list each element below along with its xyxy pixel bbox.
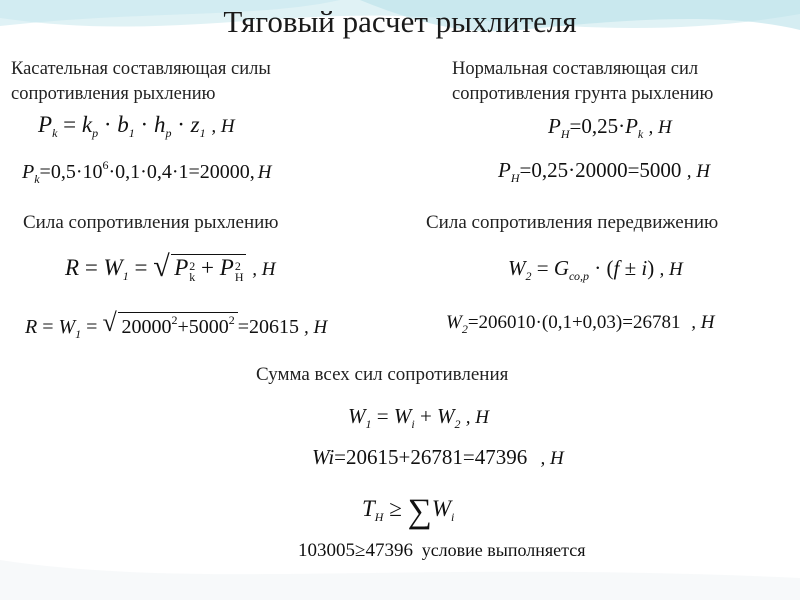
check-rhs: 47396	[365, 540, 413, 561]
left-heading-line2: сопротивления рыхлению	[11, 84, 216, 104]
wi-numeric: =20615+26781=47396	[334, 445, 528, 469]
sum-symbol: ∑	[407, 493, 432, 530]
slide-title: Тяговый расчет рыхлителя	[223, 4, 577, 39]
condition-check	[298, 540, 586, 562]
w1-general-formula: $R = W_1$ = √ P2 k + P2 Н , Н	[65, 250, 276, 284]
pn-general-coef: =0,25·	[569, 114, 626, 138]
pk-numeric-formula: $P_k=0,5\cdot 10^6\cdot 0,1\cdot 0,4\cdot 1=20000$, Н	[22, 158, 272, 186]
w2-general-unit: , Н	[659, 259, 683, 280]
pk-numeric-a: =0,5·10	[39, 161, 103, 183]
pk-numeric-exp: 6	[102, 158, 109, 172]
check-operator: ≥	[355, 540, 366, 561]
right-heading	[452, 57, 713, 107]
w2-numeric-unit: , Н	[691, 312, 715, 333]
section-sum-title: Сумма всех сил сопротивления	[256, 364, 509, 385]
w2-general-formula: $W_2 = G_{со,р} \cdot (f \pm i)$ , Н	[508, 256, 683, 283]
left-heading	[11, 57, 271, 107]
left-heading-line1: Касательная составляющая силы	[11, 59, 271, 79]
pn-numeric-unit: , Н	[686, 161, 710, 182]
wi-general-formula: $W_1 = W_i + W_2$ , Н	[348, 404, 490, 431]
traction-condition-formula: $T_Н \ge \sum W_i$	[362, 493, 455, 530]
w1-numeric-result: =20615	[237, 316, 300, 338]
wi-general-unit: , Н	[465, 407, 490, 428]
right-heading-line1: Нормальная составляющая сил	[452, 59, 699, 79]
wi-numeric-unit: , Н	[540, 448, 564, 469]
sqrt-symbol: √ P2 k + P2 Н	[153, 254, 246, 283]
w1-numeric-unit: , Н	[304, 317, 328, 338]
condition-text: условие выполняется	[421, 540, 586, 560]
w1-numeric-b: +5000	[177, 316, 229, 338]
pn-general-unit: , Н	[648, 117, 672, 138]
check-lhs: 103005	[298, 540, 355, 561]
section-movement-title: Сила сопротивления передвижению	[426, 212, 719, 233]
pn-numeric: =0,25·20000=5000	[519, 158, 682, 182]
pk-numeric-rest: ·0,1·0,4·1=20000,	[108, 161, 255, 183]
pk-general-unit: , Н	[211, 116, 235, 137]
pn-general-formula: $P_Н=0,25\cdot P_k$ , Н	[548, 114, 672, 141]
w1-numeric-a: 20000	[121, 316, 172, 338]
right-heading-line2: сопротивления грунта рыхлению	[452, 84, 714, 104]
pk-general-formula: $P_k = k_p \cdot b_1 \cdot h_p \cdot z_1$ , Н	[38, 112, 235, 140]
pn-numeric-formula: $P_Н=0,25\cdot 20000=5000$ , Н	[498, 158, 710, 185]
wi-numeric-formula: Wi=20615+26781=47396 , Н	[312, 445, 564, 469]
w1-numeric-formula: $R = W_1$ = √ $20000^2+5000^2 =20615$ , Н	[25, 308, 328, 341]
w1-general-unit: , Н	[252, 259, 276, 280]
w2-numeric: =206010·(0,1+0,03)=26781	[467, 312, 681, 333]
section-resistance-title: Сила сопротивления рыхлению	[23, 212, 279, 233]
w2-numeric-formula: $W_2=206010\cdot(0,1+0,03)=26781$ , Н	[446, 312, 715, 336]
